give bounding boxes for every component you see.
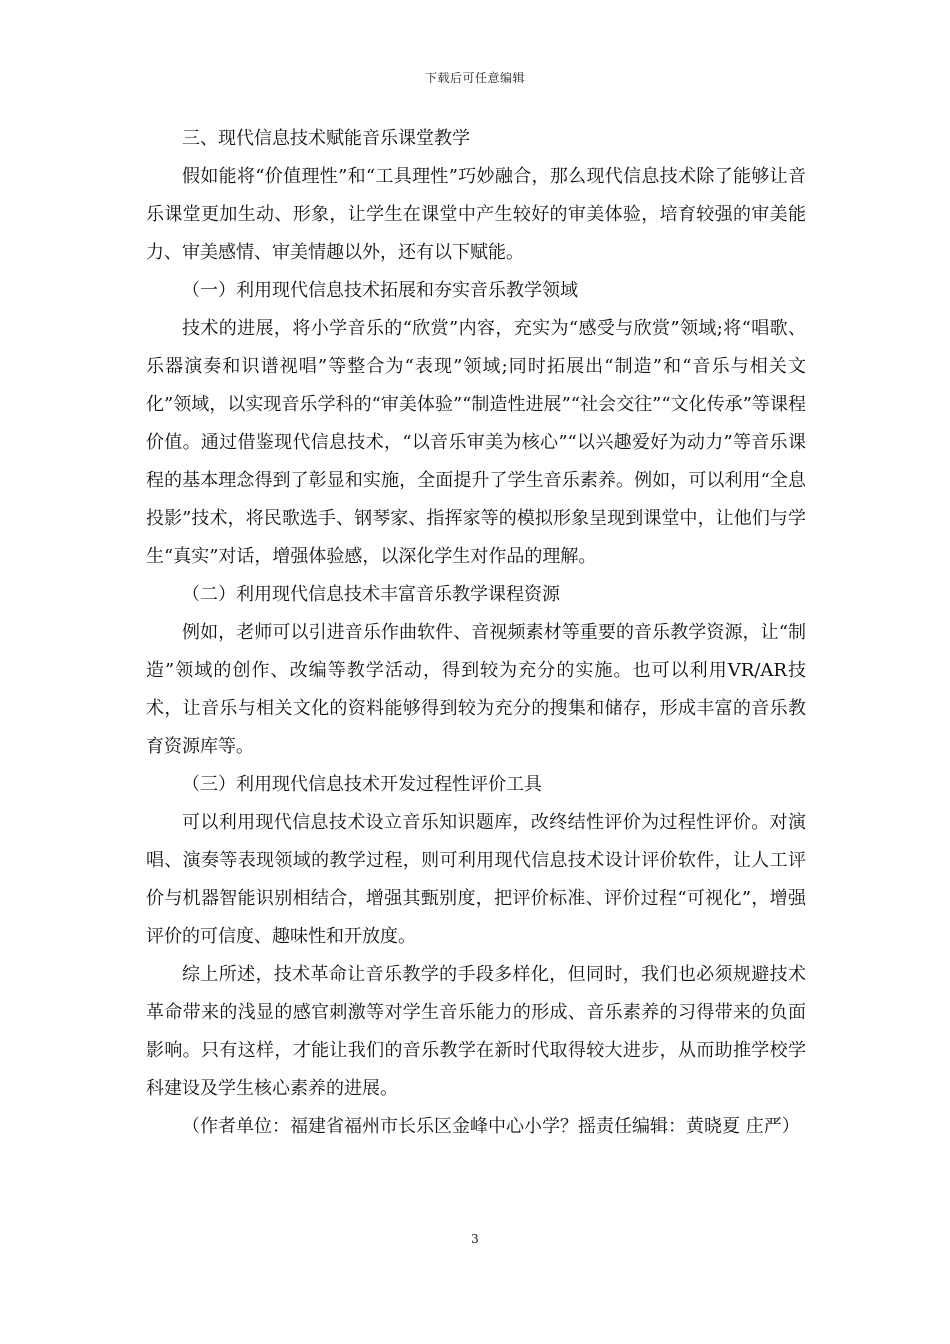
paragraph: 例如，老师可以引进音乐作曲软件、音视频素材等重要的音乐教学资源，让“制造”领域的创作、改编等教学活动，得到较为充分的实施。也可以利用VR/AR技术，让音乐与相关文化的资料能够得到较为充分的搜集和储存，形成丰富的音乐教育资源库等。	[146, 622, 806, 757]
paragraph: 假如能将“价值理性”和“工具理性”巧妙融合，那么现代信息技术除了能够让音乐课堂更加生动、形象，让学生在课堂中产生较好的审美体验，培育较强的审美能力、审美感情、审美情趣以外，还有以下赋能。	[146, 166, 806, 263]
section-heading: 三、现代信息技术赋能音乐课堂教学	[182, 128, 470, 149]
subsection-heading: （三）利用现代信息技术开发过程性评价工具	[182, 774, 542, 795]
page-number: 3	[471, 1232, 479, 1246]
document-body	[146, 120, 806, 1146]
paragraph: 综上所述，技术革命让音乐教学的手段多样化，但同时，我们也必须规避技术革命带来的浅显的感官刺激等对学生音乐能力的形成、音乐素养的习得带来的负面影响。只有这样，才能让我们的音乐教学在新时代取得较大进步，从而助推学校学科建设及学生核心素养的进展。	[146, 964, 806, 1099]
subsection-heading: （一）利用现代信息技术拓展和夯实音乐教学领域	[182, 280, 578, 301]
paragraph: 可以利用现代信息技术设立音乐知识题库，改终结性评价为过程性评价。对演唱、演奏等表现领域的教学过程，则可利用现代信息技术设计评价软件，让人工评价与机器智能识别相结合，增强其甄别度，把评价标准、评价过程“可视化”，增强评价的可信度、趣味性和开放度。	[146, 812, 806, 947]
author-affiliation-note: （作者单位：福建省福州市长乐区金峰中心小学？摇责任编辑：黄晓夏 庄严）	[182, 1116, 800, 1137]
subsection-heading: （二）利用现代信息技术丰富音乐教学课程资源	[182, 584, 560, 605]
header-note: 下载后可任意编辑	[424, 71, 525, 85]
paragraph: 技术的进展，将小学音乐的“欣赏”内容，充实为“感受与欣赏”领域;将“唱歌、乐器演奏和识谱视唱”等整合为“表现”领域;同时拓展出“制造”和“音乐与相关文化”领域，以实现音乐学科的“审美体验”“制造性进展”“社会交往”“文化传承”等课程价值。通过借鉴现代信息技术，“以音乐审美为核心”“以兴趣爱好为动力”等音乐课程的基本理念得到了彰显和实施，全面提升了学生音乐素养。例如，可以利用“全息投影”技术，将民歌选手、钢琴家、指挥家等的模拟形象呈现到课堂中，让他们与学生“真实”对话，增强体验感，以深化学生对作品的理解。	[146, 318, 806, 567]
